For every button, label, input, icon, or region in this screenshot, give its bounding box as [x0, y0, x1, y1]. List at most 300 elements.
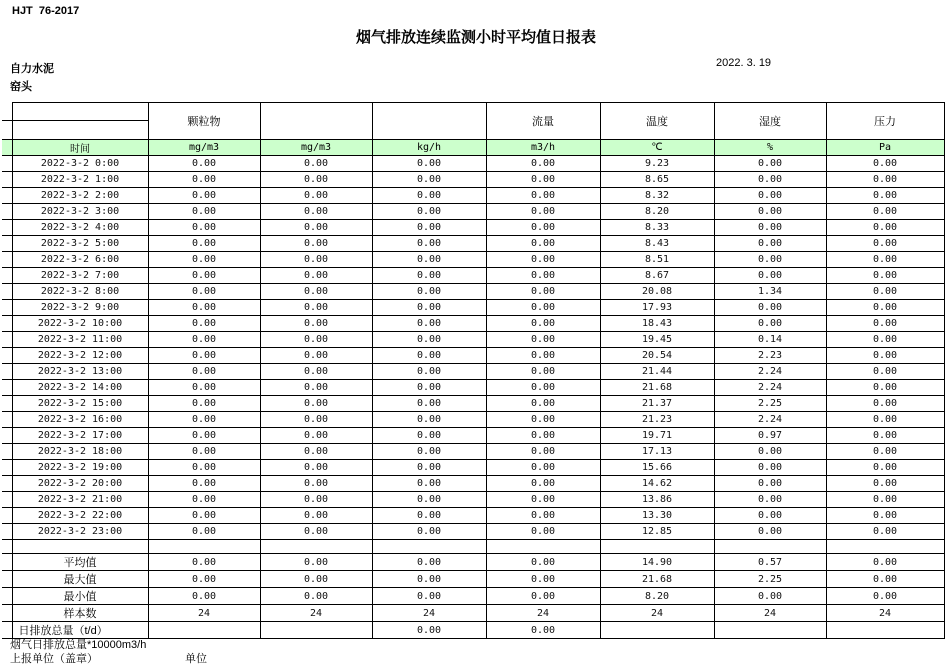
value-cell: 0.00: [486, 348, 600, 364]
time-cell: 2022-3-2 14:00: [12, 380, 148, 396]
value-cell: 8.67: [600, 268, 714, 284]
value-cell: 0.00: [148, 348, 260, 364]
param-header-row: [2, 103, 944, 121]
summary-value-cell: 0.00: [486, 588, 600, 605]
blank-cell: [600, 540, 714, 554]
summary-value-cell: 0.00: [826, 588, 944, 605]
value-cell: 0.00: [148, 172, 260, 188]
unit-label: 单位: [185, 653, 207, 665]
value-cell: 0.00: [148, 268, 260, 284]
value-cell: 0.00: [148, 508, 260, 524]
value-cell: 0.00: [260, 460, 372, 476]
summary-value-cell: 0.00: [260, 571, 372, 588]
table-row: [2, 524, 944, 540]
blank-cell: [260, 540, 372, 554]
summary-value-cell: 24: [486, 605, 600, 622]
value-cell: 0.00: [260, 476, 372, 492]
summary-row: [2, 588, 944, 605]
time-cell: 2022-3-2 1:00: [12, 172, 148, 188]
value-cell: 0.00: [486, 412, 600, 428]
value-cell: 0.00: [372, 348, 486, 364]
value-cell: 0.14: [714, 332, 826, 348]
value-cell: 0.00: [486, 268, 600, 284]
value-cell: 0.00: [372, 172, 486, 188]
value-cell: 0.00: [714, 252, 826, 268]
summary-row: [2, 554, 944, 571]
summary-value-cell: [600, 622, 714, 639]
row-edge: [2, 316, 12, 332]
summary-value-cell: 0.00: [372, 554, 486, 571]
table-row: [2, 396, 944, 412]
company-name: 自力水泥: [10, 63, 54, 75]
value-cell: 9.23: [600, 156, 714, 172]
summary-value-cell: 0.00: [826, 571, 944, 588]
blank-cell: [714, 540, 826, 554]
value-cell: 0.00: [714, 476, 826, 492]
value-cell: 0.00: [372, 252, 486, 268]
time-cell: 2022-3-2 11:00: [12, 332, 148, 348]
value-cell: 0.00: [486, 332, 600, 348]
value-cell: 0.00: [372, 188, 486, 204]
table-row: [2, 284, 944, 300]
table-row: [2, 172, 944, 188]
summary-value-cell: 24: [372, 605, 486, 622]
value-cell: 0.00: [826, 444, 944, 460]
value-cell: 0.00: [486, 460, 600, 476]
doc-standard-code: HJT 76-2017: [12, 5, 80, 17]
value-cell: 0.00: [486, 172, 600, 188]
value-cell: 0.00: [260, 204, 372, 220]
summary-value-cell: 8.20: [600, 588, 714, 605]
value-cell: 0.00: [148, 204, 260, 220]
value-cell: 21.23: [600, 412, 714, 428]
table-row: [2, 156, 944, 172]
row-edge: [2, 348, 12, 364]
separator-section: [2, 540, 944, 554]
value-cell: 0.00: [260, 428, 372, 444]
summary-value-cell: 24: [600, 605, 714, 622]
value-cell: 0.00: [372, 364, 486, 380]
row-edge: [2, 236, 12, 252]
table-row: [2, 268, 944, 284]
value-cell: 19.45: [600, 332, 714, 348]
report-unit-label: 上报单位（盖章）: [10, 653, 98, 665]
time-header: 时间: [12, 140, 148, 156]
param-header-temp: 温度: [600, 103, 714, 140]
time-cell: 2022-3-2 22:00: [12, 508, 148, 524]
value-cell: 0.00: [260, 252, 372, 268]
value-cell: 0.00: [372, 428, 486, 444]
value-cell: 0.00: [714, 316, 826, 332]
blank-row: [2, 540, 944, 554]
value-cell: 0.00: [260, 300, 372, 316]
table-header: [2, 103, 944, 156]
row-edge: [2, 268, 12, 284]
time-cell: 2022-3-2 0:00: [12, 156, 148, 172]
summary-label: 平均值: [12, 554, 148, 571]
data-rows: [2, 156, 944, 540]
blank-cell: [486, 540, 600, 554]
value-cell: 0.00: [148, 364, 260, 380]
row-edge: [2, 140, 12, 156]
summary-value-cell: 0.00: [714, 588, 826, 605]
value-cell: 0.00: [372, 476, 486, 492]
value-cell: 2.24: [714, 412, 826, 428]
value-cell: 0.00: [372, 460, 486, 476]
value-cell: 0.00: [486, 364, 600, 380]
row-edge: [2, 364, 12, 380]
value-cell: 0.00: [826, 492, 944, 508]
value-cell: 0.00: [148, 236, 260, 252]
value-cell: 0.00: [826, 188, 944, 204]
summary-label: 最大值: [12, 571, 148, 588]
value-cell: 8.20: [600, 204, 714, 220]
summary-value-cell: [826, 622, 944, 639]
value-cell: 0.00: [260, 284, 372, 300]
value-cell: 0.00: [148, 220, 260, 236]
time-cell: 2022-3-2 23:00: [12, 524, 148, 540]
value-cell: 0.00: [826, 508, 944, 524]
value-cell: 0.00: [486, 316, 600, 332]
row-edge: [2, 508, 12, 524]
value-cell: 20.54: [600, 348, 714, 364]
table-row: [2, 444, 944, 460]
time-cell: 2022-3-2 21:00: [12, 492, 148, 508]
param-header-humidity: 湿度: [714, 103, 826, 140]
value-cell: 0.00: [372, 316, 486, 332]
value-cell: 20.08: [600, 284, 714, 300]
table-row: [2, 300, 944, 316]
value-cell: 0.00: [826, 220, 944, 236]
value-cell: 0.00: [372, 332, 486, 348]
value-cell: 0.00: [148, 300, 260, 316]
value-cell: 0.00: [714, 236, 826, 252]
value-cell: 0.00: [372, 236, 486, 252]
value-cell: 0.00: [826, 460, 944, 476]
header-empty-cell: [12, 103, 148, 121]
value-cell: 0.00: [148, 316, 260, 332]
table-row: [2, 508, 944, 524]
summary-value-cell: 14.90: [600, 554, 714, 571]
row-edge: [2, 605, 12, 622]
time-cell: 2022-3-2 7:00: [12, 268, 148, 284]
blank-cell: [12, 540, 148, 554]
value-cell: 0.00: [486, 156, 600, 172]
table-row: [2, 348, 944, 364]
value-cell: 0.00: [260, 364, 372, 380]
value-cell: 0.00: [826, 268, 944, 284]
value-cell: 0.00: [826, 252, 944, 268]
row-edge: [2, 380, 12, 396]
value-cell: 8.32: [600, 188, 714, 204]
row-edge: [2, 332, 12, 348]
value-cell: 0.00: [486, 252, 600, 268]
value-cell: 8.33: [600, 220, 714, 236]
row-edge: [2, 220, 12, 236]
blank-cell: [148, 540, 260, 554]
value-cell: 0.00: [260, 412, 372, 428]
time-cell: 2022-3-2 9:00: [12, 300, 148, 316]
value-cell: 0.00: [148, 396, 260, 412]
summary-value-cell: 0.00: [372, 588, 486, 605]
value-cell: 0.00: [372, 492, 486, 508]
unit-cell: mg/m3: [148, 140, 260, 156]
value-cell: 0.00: [714, 524, 826, 540]
value-cell: 0.00: [372, 156, 486, 172]
row-edge: [2, 554, 12, 571]
summary-label: 样本数: [12, 605, 148, 622]
value-cell: 0.00: [148, 524, 260, 540]
value-cell: 0.00: [372, 300, 486, 316]
param-header-flow: 流量: [486, 103, 600, 140]
value-cell: 0.00: [372, 220, 486, 236]
value-cell: 0.00: [714, 268, 826, 284]
value-cell: 0.00: [486, 188, 600, 204]
value-cell: 0.00: [260, 508, 372, 524]
value-cell: 8.51: [600, 252, 714, 268]
total-emission-note: 烟气日排放总量*10000m3/h: [10, 639, 147, 651]
value-cell: 0.00: [826, 156, 944, 172]
summary-value-cell: [148, 622, 260, 639]
table-row: [2, 220, 944, 236]
value-cell: 0.00: [148, 156, 260, 172]
value-cell: 0.00: [148, 380, 260, 396]
value-cell: 14.62: [600, 476, 714, 492]
value-cell: 0.00: [826, 172, 944, 188]
value-cell: 0.00: [260, 396, 372, 412]
table-row: [2, 412, 944, 428]
value-cell: 0.00: [148, 188, 260, 204]
value-cell: 0.00: [148, 492, 260, 508]
summary-value-cell: 24: [260, 605, 372, 622]
param-header-3: [372, 103, 486, 140]
row-edge: [2, 540, 12, 554]
value-cell: 0.00: [486, 508, 600, 524]
row-edge: [2, 428, 12, 444]
value-cell: 8.65: [600, 172, 714, 188]
table-row: [2, 236, 944, 252]
unit-cell: %: [714, 140, 826, 156]
time-cell: 2022-3-2 3:00: [12, 204, 148, 220]
table-row: [2, 364, 944, 380]
value-cell: 0.00: [260, 444, 372, 460]
table-row: [2, 204, 944, 220]
value-cell: 0.00: [372, 412, 486, 428]
table-row: [2, 460, 944, 476]
table-row: [2, 252, 944, 268]
value-cell: 0.00: [260, 492, 372, 508]
value-cell: 0.00: [714, 156, 826, 172]
value-cell: 0.00: [486, 524, 600, 540]
row-edge: [2, 460, 12, 476]
summary-value-cell: 0.00: [486, 571, 600, 588]
value-cell: 12.85: [600, 524, 714, 540]
value-cell: 0.00: [260, 172, 372, 188]
header-empty-cell: [12, 121, 148, 140]
value-cell: 0.00: [148, 332, 260, 348]
table-row: [2, 476, 944, 492]
row-edge: [2, 121, 12, 140]
summary-value-cell: 2.25: [714, 571, 826, 588]
time-cell: 2022-3-2 20:00: [12, 476, 148, 492]
value-cell: 17.93: [600, 300, 714, 316]
table-row: [2, 492, 944, 508]
value-cell: 0.00: [372, 284, 486, 300]
value-cell: 19.71: [600, 428, 714, 444]
row-edge: [2, 284, 12, 300]
value-cell: 13.30: [600, 508, 714, 524]
value-cell: 17.13: [600, 444, 714, 460]
value-cell: 21.37: [600, 396, 714, 412]
value-cell: 0.00: [826, 316, 944, 332]
summary-value-cell: [260, 622, 372, 639]
value-cell: 13.86: [600, 492, 714, 508]
time-cell: 2022-3-2 8:00: [12, 284, 148, 300]
value-cell: 21.44: [600, 364, 714, 380]
value-cell: 0.00: [260, 220, 372, 236]
row-edge: [2, 412, 12, 428]
row-edge: [2, 204, 12, 220]
value-cell: 2.23: [714, 348, 826, 364]
row-edge: [2, 524, 12, 540]
value-cell: 8.43: [600, 236, 714, 252]
value-cell: 0.00: [486, 492, 600, 508]
summary-value-cell: 24: [826, 605, 944, 622]
value-cell: 0.00: [714, 460, 826, 476]
blank-cell: [372, 540, 486, 554]
value-cell: 0.00: [714, 300, 826, 316]
value-cell: 0.00: [826, 364, 944, 380]
row-edge: [2, 588, 12, 605]
row-edge: [2, 300, 12, 316]
value-cell: 0.00: [148, 284, 260, 300]
time-cell: 2022-3-2 19:00: [12, 460, 148, 476]
report-table: [2, 102, 945, 639]
value-cell: 0.00: [826, 236, 944, 252]
summary-value-cell: 24: [148, 605, 260, 622]
value-cell: 1.34: [714, 284, 826, 300]
value-cell: 0.00: [826, 476, 944, 492]
summary-value-cell: 0.00: [148, 571, 260, 588]
summary-row: [2, 571, 944, 588]
value-cell: 0.00: [826, 428, 944, 444]
report-date: 2022. 3. 19: [716, 57, 772, 69]
value-cell: 0.00: [826, 396, 944, 412]
param-header-2: [260, 103, 372, 140]
value-cell: 0.00: [486, 220, 600, 236]
value-cell: 0.00: [826, 380, 944, 396]
page-title: 烟气排放连续监测小时平均值日报表: [355, 29, 596, 46]
value-cell: 0.00: [372, 508, 486, 524]
value-cell: 0.00: [372, 380, 486, 396]
unit-cell: mg/m3: [260, 140, 372, 156]
blank-cell: [826, 540, 944, 554]
time-cell: 2022-3-2 10:00: [12, 316, 148, 332]
summary-rows: [2, 554, 944, 639]
value-cell: 0.00: [714, 220, 826, 236]
unit-cell: m3/h: [486, 140, 600, 156]
value-cell: 0.00: [260, 236, 372, 252]
summary-value-cell: 0.00: [148, 554, 260, 571]
table-row: [2, 428, 944, 444]
value-cell: 0.00: [372, 204, 486, 220]
value-cell: 0.00: [372, 524, 486, 540]
value-cell: 0.00: [486, 396, 600, 412]
value-cell: 0.00: [714, 172, 826, 188]
value-cell: 0.00: [260, 524, 372, 540]
value-cell: 0.00: [260, 380, 372, 396]
summary-value-cell: 0.00: [372, 622, 486, 639]
summary-value-cell: 24: [714, 605, 826, 622]
value-cell: 2.24: [714, 364, 826, 380]
row-edge: [2, 156, 12, 172]
value-cell: 0.00: [260, 316, 372, 332]
value-cell: 0.00: [372, 268, 486, 284]
time-cell: 2022-3-2 17:00: [12, 428, 148, 444]
value-cell: 0.00: [148, 252, 260, 268]
summary-value-cell: 0.00: [372, 571, 486, 588]
row-edge: [2, 492, 12, 508]
value-cell: 0.00: [148, 428, 260, 444]
value-cell: 0.00: [714, 508, 826, 524]
value-cell: 0.00: [714, 204, 826, 220]
value-cell: 0.00: [486, 444, 600, 460]
summary-label: 日排放总量（t/d）: [12, 622, 148, 639]
summary-value-cell: 0.00: [260, 588, 372, 605]
value-cell: 2.25: [714, 396, 826, 412]
value-cell: 0.97: [714, 428, 826, 444]
value-cell: 0.00: [714, 188, 826, 204]
value-cell: 0.00: [372, 444, 486, 460]
value-cell: 0.00: [486, 476, 600, 492]
value-cell: 0.00: [148, 444, 260, 460]
row-edge: [2, 396, 12, 412]
table-row: [2, 380, 944, 396]
row-edge: [2, 571, 12, 588]
unit-cell: Pa: [826, 140, 944, 156]
summary-value-cell: 0.00: [826, 554, 944, 571]
value-cell: 2.24: [714, 380, 826, 396]
value-cell: 0.00: [714, 492, 826, 508]
value-cell: 0.00: [260, 332, 372, 348]
time-cell: 2022-3-2 4:00: [12, 220, 148, 236]
time-cell: 2022-3-2 18:00: [12, 444, 148, 460]
value-cell: 0.00: [486, 428, 600, 444]
summary-value-cell: 21.68: [600, 571, 714, 588]
value-cell: 0.00: [486, 300, 600, 316]
value-cell: 0.00: [826, 300, 944, 316]
unit-cell: ℃: [600, 140, 714, 156]
time-cell: 2022-3-2 16:00: [12, 412, 148, 428]
value-cell: 0.00: [260, 188, 372, 204]
row-edge: [2, 103, 12, 121]
table-row: [2, 188, 944, 204]
param-header-pressure: 压力: [826, 103, 944, 140]
time-cell: 2022-3-2 6:00: [12, 252, 148, 268]
value-cell: 0.00: [826, 412, 944, 428]
value-cell: 0.00: [372, 396, 486, 412]
row-edge: [2, 188, 12, 204]
value-cell: 0.00: [486, 380, 600, 396]
value-cell: 0.00: [486, 204, 600, 220]
time-cell: 2022-3-2 13:00: [12, 364, 148, 380]
summary-value-cell: 0.00: [486, 622, 600, 639]
value-cell: 0.00: [148, 412, 260, 428]
value-cell: 0.00: [148, 476, 260, 492]
summary-label: 最小值: [12, 588, 148, 605]
summary-value-cell: 0.00: [260, 554, 372, 571]
param-header-pm: 颗粒物: [148, 103, 260, 140]
